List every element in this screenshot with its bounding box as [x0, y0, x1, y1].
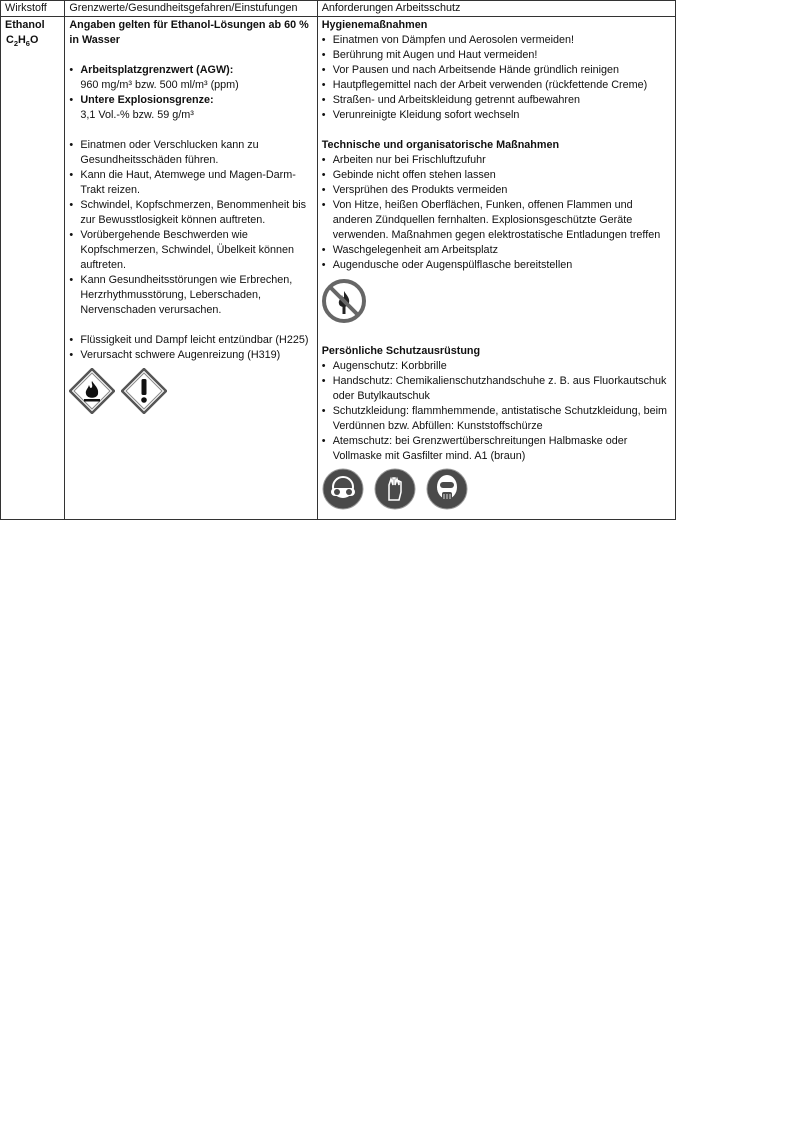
limits-cell: [65, 17, 317, 520]
list-item: • Berührung mit Augen und Haut vermeiden!: [322, 48, 671, 63]
hygiene-title: Hygienemaßnahmen: [321, 19, 428, 31]
list-item: • Atemschutz: bei Grenzwertüberschreitungen Halbmaske oder Vollmaske mit Gasfilter mind. A1 (braun): [322, 434, 671, 464]
goggles-icon: [322, 468, 364, 515]
list-item: • Schutzkleidung: flammhemmende, antistatische Schutzkleidung, beim Verdünnen bzw. Abfüllen: Kunststoffschürze: [322, 404, 671, 434]
list-item: • Kann Gesundheitsstörungen wie Erbrechen, Herzrhythmusstörung, Leberschaden, Nervenschaden verursachen.: [69, 273, 312, 318]
list-item: • Einatmen oder Verschlucken kann zu Gesundheitsschäden führen.: [69, 138, 312, 168]
protection-cell: [317, 17, 675, 520]
list-item: • Straßen- und Arbeitskleidung getrennt aufbewahren: [322, 93, 671, 108]
header-substance: Wirkstoff: [1, 1, 65, 17]
list-item: • Einatmen von Dämpfen und Aerosolen vermeiden!: [322, 33, 671, 48]
list-item: [69, 93, 312, 123]
health-hazards-list: [69, 138, 312, 318]
hygiene-list: [322, 33, 671, 123]
gloves-icon: [374, 468, 416, 515]
list-item: • Verursacht schwere Augenreizung (H319): [69, 348, 312, 363]
list-item: • Augenschutz: Korbbrille: [322, 359, 671, 374]
ppe-list: [322, 359, 671, 464]
ppe-title: Persönliche Schutzausrüstung: [321, 345, 481, 357]
list-item: • Arbeiten nur bei Frischluftzufuhr: [322, 153, 671, 168]
no-open-flame-icon: [322, 279, 366, 328]
uex-label: Untere Explosionsgrenze:: [80, 94, 214, 106]
ghs-pictograms: [69, 368, 312, 419]
flame-ghs-icon: [69, 368, 115, 419]
substance-name: Ethanol: [5, 19, 45, 31]
formula-hydrogen-count: 6: [25, 39, 30, 48]
list-item: • Gebinde nicht offen stehen lassen: [322, 168, 671, 183]
substance-cell: [1, 17, 65, 520]
uex-value: 3,1 Vol.-% bzw. 59 g/m³: [80, 109, 194, 121]
formula-hydrogen: H: [17, 34, 26, 46]
respirator-icon: [426, 468, 468, 515]
safety-data-table: [0, 0, 676, 520]
formula-oxygen: O: [29, 34, 39, 46]
list-item: • Schwindel, Kopfschmerzen, Benommenheit bis zur Bewusstlosigkeit können auftreten.: [69, 198, 312, 228]
formula-carbon: C: [6, 34, 14, 46]
header-row: [1, 1, 676, 17]
header-protection: Anforderungen Arbeitsschutz: [317, 1, 675, 17]
list-item: • Augendusche oder Augenspülflasche bereitstellen: [322, 258, 671, 273]
list-item: • Von Hitze, heißen Oberflächen, Funken, offenen Flammen und anderen Zündquellen fernhalten. Explosionsgeschützte Geräte verwenden. Maßnahmen gegen elektrostatische Entladungen treffen: [322, 198, 671, 243]
limits-intro: Angaben gelten für Ethanol-Lösungen ab 60 % in Wasser: [69, 19, 309, 46]
agw-value: 960 mg/m³ bzw. 500 ml/m³ (ppm): [80, 79, 239, 91]
hazard-statements-list: [69, 333, 312, 363]
technical-list: [322, 153, 671, 273]
exclamation-ghs-icon: [121, 368, 167, 419]
list-item: • Handschutz: Chemikalienschutzhandschuhe z. B. aus Fluorkautschuk oder Butylkautschuk: [322, 374, 671, 404]
list-item: • Verunreinigte Kleidung sofort wechseln: [322, 108, 671, 123]
list-item: • Flüssigkeit und Dampf leicht entzündbar (H225): [69, 333, 312, 348]
list-item: • Vorübergehende Beschwerden wie Kopfschmerzen, Schwindel, Übelkeit können auftreten.: [69, 228, 312, 273]
list-item: • Kann die Haut, Atemwege und Magen-Darm-Trakt reizen.: [69, 168, 312, 198]
list-item: • Waschgelegenheit am Arbeitsplatz: [322, 243, 671, 258]
formula-carbon-count: 2: [13, 39, 18, 48]
substance-row: [1, 17, 676, 520]
list-item: [69, 63, 312, 93]
list-item: • Hautpflegemittel nach der Arbeit verwenden (rückfettende Creme): [322, 78, 671, 93]
limit-values-list: [69, 63, 312, 123]
chemical-formula: [5, 33, 60, 48]
header-limits: Grenzwerte/Gesundheitsgefahren/Einstufungen: [65, 1, 317, 17]
list-item: • Vor Pausen und nach Arbeitsende Hände gründlich reinigen: [322, 63, 671, 78]
agw-label: Arbeitsplatzgrenzwert (AGW):: [80, 64, 234, 76]
ppe-icons: [322, 468, 671, 515]
list-item: • Versprühen des Produkts vermeiden: [322, 183, 671, 198]
technical-title: Technische und organisatorische Maßnahmen: [321, 139, 560, 151]
